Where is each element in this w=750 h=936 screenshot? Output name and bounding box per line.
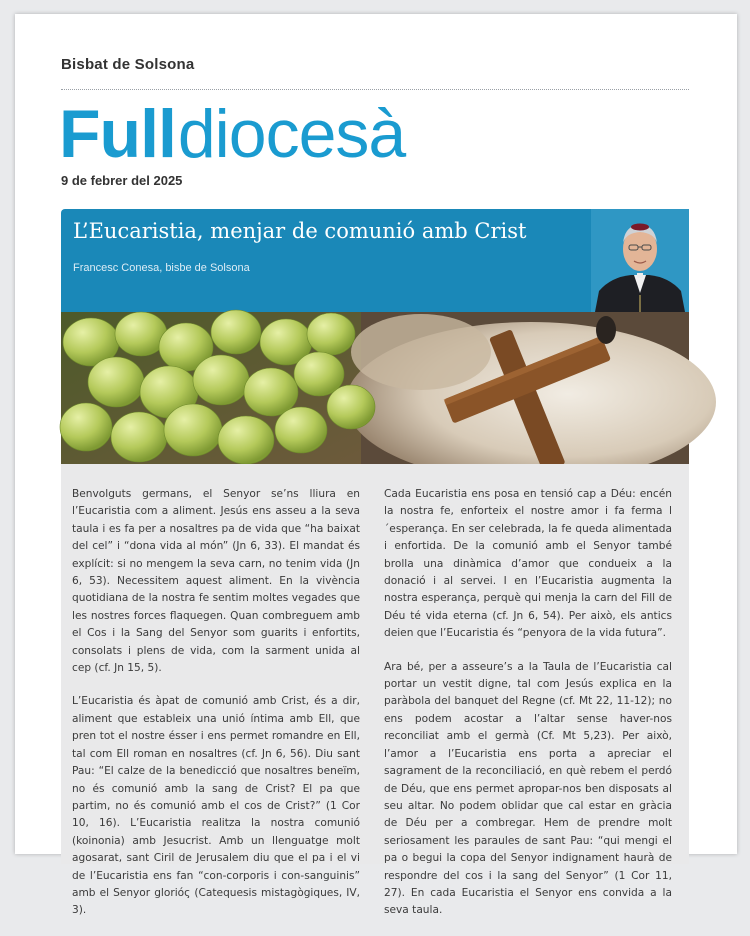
masthead-bold: Full <box>59 96 176 172</box>
newsletter-page <box>15 14 737 917</box>
article-banner <box>61 209 689 312</box>
grapes-bread-cross-image <box>61 312 689 464</box>
bishop-portrait-image <box>591 209 689 312</box>
article-author: Francesc Conesa, bisbe de Solsona <box>73 262 250 274</box>
header-divider <box>61 89 689 90</box>
bishop-portrait <box>591 209 689 312</box>
article-body <box>61 464 689 917</box>
article-column-right <box>384 486 672 936</box>
paragraph: Benvolguts germans, el Senyor se’ns lliura en l’Eucaristia com a aliment. Jesús ens asseu a la seva taula i es fa per a nosaltres pa de vida que “ha baixat del cel” i “dona vida al món” (Jn 6, 33). El mandat és explícit: si no mengem la seva carn, no tenim vida (Jn 6, 53). Necessitem aquest aliment. En la vivència quotidiana de la nostra fe sentim moltes vegades que les nostres forces flaquegen. Quan combreguem amb el Cos i la Sang del Senyor som guarits i enfortits, consolats i plens de vida, com la sarment unida al cep (cf. Jn 15, 5). <box>72 488 360 675</box>
article-column-left <box>72 486 360 936</box>
issue-date: 9 de febrer del 2025 <box>61 173 183 188</box>
paragraph: Ara bé, per a asseure’s a la Taula de l’Eucaristia cal portar un vestit digne, tal com Jesús explica en la paràbola del banquet del Regne (cf. Mt 22, 11-12); no ens podem acostar a l’altar sense haver-nos reconciliat amb el germà (Cf. Mt 5,23). Per això, l’amor a l’Eucaristia ens porta a apreciar el sagrament de la reconciliació, en què rebem el perdó de Déu, que ens permet apropar-nos ben disposats al seu altar. No podem oblidar que cal estar en gràcia de Déu per a combregar. Hem de prendre molt seriosament les paraules de sant Pau: “qui mengi el pa o begui la copa del Senyor indignament haurà de respondre del cos i la sang del Senyor” (1 Cor 11, 27). En cada Eucaristia el Senyor ens convida a la seva taula. <box>384 660 672 917</box>
article-title: L’Eucaristia, menjar de comunió amb Crist <box>73 219 527 243</box>
publisher-name: Bisbat de Solsona <box>61 56 195 73</box>
masthead-regular: diocesà <box>177 96 406 172</box>
paragraph: L’Eucaristia és àpat de comunió amb Crist, és a dir, aliment que estableix una unió íntima amb Ell, que pren tot el nostre ésser i ens permet romandre en Ell, tal com Ell roman en nosaltres (cf. Jn 6, 56). Diu sant Pau: “El calze de la benedicció que nosaltres beneïm, no és comunió amb la sang de Crist? El pa que partim, no és comunió amb el cos de Crist?” (1 Cor 10, 16). L’Eucaristia realitza la nostra comunió (koinonia) amb Jesucrist. Amb un llenguatge molt agosarat, sant Ciril de Jerusalem diu que el pa i el vi de l’Eucaristia ens fan “con-corporis i con-sanguinis” amb el Senyor glorióς (Catequesis mistagògiques, IV, 3). <box>72 695 360 917</box>
masthead-logo <box>59 94 405 174</box>
article-hero-image <box>61 312 689 464</box>
paragraph: Cada Eucaristia ens posa en tensió cap a Déu: encén la nostra fe, enforteix el nostre amor i fa ferma l´esperança. En ser celebrada, la fe queda alimentada i enfortida. De la comunió amb el Senyor també brolla una dinàmica d’amor que condueix a la donació i al servei. I en l’Eucaristia augmenta la nostra esperança, perquè qui menja la carn del Fill de Déu té vida eterna (cf. Jn 6, 54). Per això, els antics deien que l’Eucaristia és “penyora de la vida futura”. <box>384 488 672 640</box>
